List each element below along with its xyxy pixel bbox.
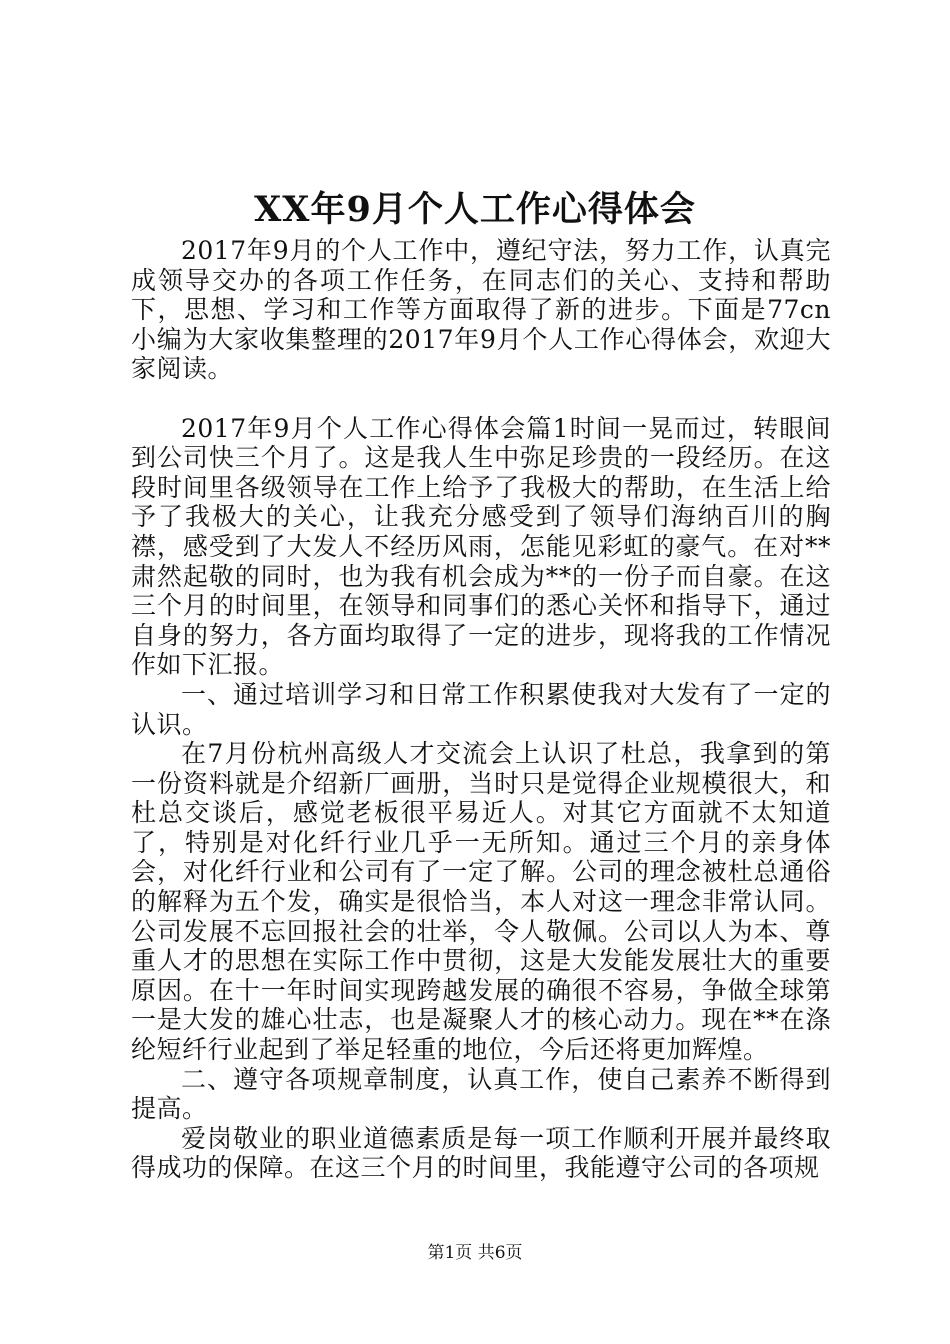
- section-heading-1: 一、通过培训学习和日常工作积累使我对大发有了一定的认识。: [131, 679, 831, 739]
- body-paragraph-3: 爱岗敬业的职业道德素质是每一项工作顺利开展并最终取得成功的保障。在这三个月的时间里，我能遵守公司的各项规: [131, 1123, 831, 1183]
- intro-paragraph: 2017年9月的个人工作中，遵纪守法，努力工作，认真完成领导交办的各项工作任务，在同志们的关心、支持和帮助下，思想、学习和工作等方面取得了新的进步。下面是77cn小编为大家收集整理的2017年9月个人工作心得体会，欢迎大家阅读。: [131, 236, 831, 384]
- section-heading-2: 二、遵守各项规章制度，认真工作，使自己素养不断得到提高。: [131, 1064, 831, 1124]
- page-footer: 第1页 共6页: [427, 1243, 523, 1263]
- body-paragraph-1: 2017年9月个人工作心得体会篇1时间一晃而过，转眼间到公司快三个月了。这是我人生中弥足珍贵的一段经历。在这段时间里各级领导在工作上给予了我极大的帮助，在生活上给予了我极大的关心，让我充分感受到了领导们海纳百川的胸襟，感受到了大发人不经历风雨，怎能见彩虹的豪气。在对**肃然起敬的同时，也为我有机会成为**的一份子而自豪。在这三个月的时间里，在领导和同事们的悉心关怀和指导下，通过自身的努力，各方面均取得了一定的进步，现将我的工作情况作如下汇报。: [131, 413, 831, 680]
- document-body: [131, 236, 831, 1183]
- paragraph-spacer: [131, 384, 831, 414]
- document-title: XX年9月个人工作心得体会: [254, 189, 696, 230]
- body-paragraph-2: 在7月份杭州高级人才交流会上认识了杜总，我拿到的第一份资料就是介绍新厂画册，当时只是觉得企业规模很大，和杜总交谈后，感觉老板很平易近人。对其它方面就不太知道了，特别是对化纤行业几乎一无所知。通过三个月的亲身体会，对化纤行业和公司有了一定了解。公司的理念被杜总通俗的解释为五个发，确实是很恰当，本人对这一理念非常认同。公司发展不忘回报社会的壮举，令人敬佩。公司以人为本、尊重人才的思想在实际工作中贯彻，这是大发能发展壮大的重要原因。在十一年时间实现跨越发展的确很不容易，争做全球第一是大发的雄心壮志，也是凝聚人才的核心动力。现在**在涤纶短纤行业起到了举足轻重的地位，今后还将更加辉煌。: [131, 739, 831, 1065]
